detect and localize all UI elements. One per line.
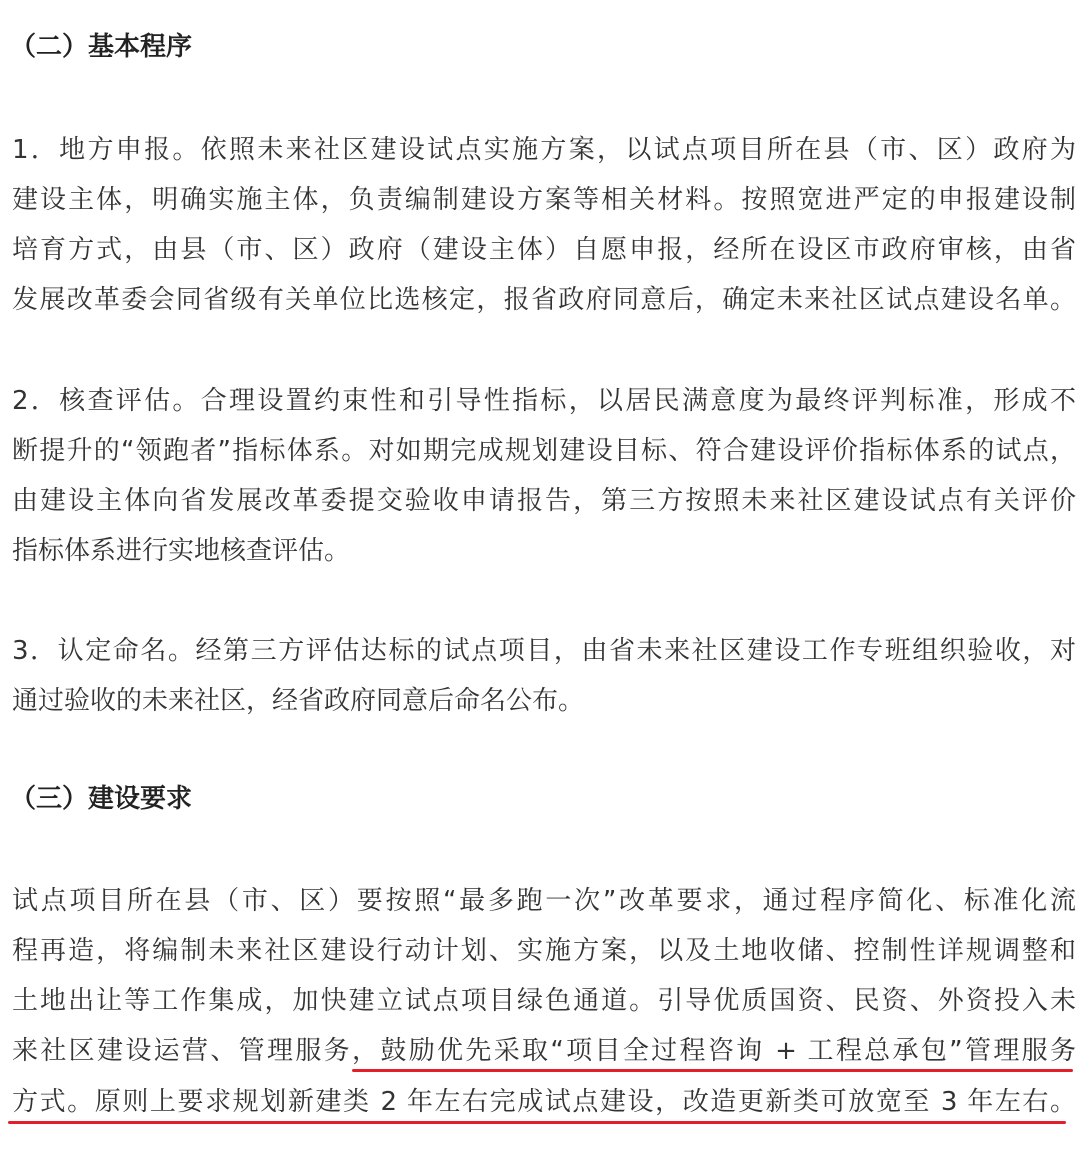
section-heading-basic-procedure: （二）基本程序	[10, 32, 193, 62]
paragraph-line: 方式。原则上要求规划新建类 2 年左右完成试点建设，改造更新类可放宽至 3 年左右。	[12, 1087, 1076, 1117]
paragraph-line: 程再造，将编制未来社区建设行动计划、实施方案，以及土地收储、控制性详规调整和	[12, 936, 1076, 966]
paragraph-line: 培育方式，由县（市、区）政府（建设主体）自愿申报，经所在设区市政府审核，由省	[12, 235, 1076, 265]
paragraph-line: 指标体系进行实地核查评估。	[12, 536, 351, 566]
paragraph-line: 发展改革委会同省级有关单位比选核定，报省政府同意后，确定未来社区试点建设名单。	[12, 285, 1076, 315]
paragraph-line: 来社区建设运营、管理服务，鼓励优先采取“项目全过程咨询 + 工程总承包”管理服务	[12, 1036, 1076, 1066]
paragraph-line: 土地出让等工作集成，加快建立试点项目绿色通道。引导优质国资、民资、外资投入未	[12, 986, 1076, 1016]
paragraph-line: 1．地方申报。依照未来社区建设试点实施方案，以试点项目所在县（市、区）政府为	[12, 135, 1076, 165]
paragraph-line: 试点项目所在县（市、区）要按照“最多跑一次”改革要求，通过程序简化、标准化流	[12, 886, 1076, 916]
paragraph-line: 3．认定命名。经第三方评估达标的试点项目，由省未来社区建设工作专班组织验收，对	[12, 636, 1076, 666]
paragraph-line: 由建设主体向省发展改革委提交验收申请报告，第三方按照未来社区建设试点有关评价	[12, 486, 1076, 516]
red-highlight-underline	[8, 1121, 1066, 1124]
paragraph-line: 断提升的“领跑者”指标体系。对如期完成规划建设目标、符合建设评价指标体系的试点，	[12, 436, 1076, 466]
section-heading-construction-requirements: （三）建设要求	[10, 784, 193, 814]
paragraph-line: 建设主体，明确实施主体，负责编制建设方案等相关材料。按照宽进严定的申报建设制	[12, 185, 1076, 215]
paragraph-line: 2．核查评估。合理设置约束性和引导性指标，以居民满意度为最终评判标准，形成不	[12, 386, 1076, 416]
paragraph-line: 通过验收的未来社区，经省政府同意后命名公布。	[12, 686, 585, 716]
red-highlight-underline	[352, 1069, 1073, 1072]
